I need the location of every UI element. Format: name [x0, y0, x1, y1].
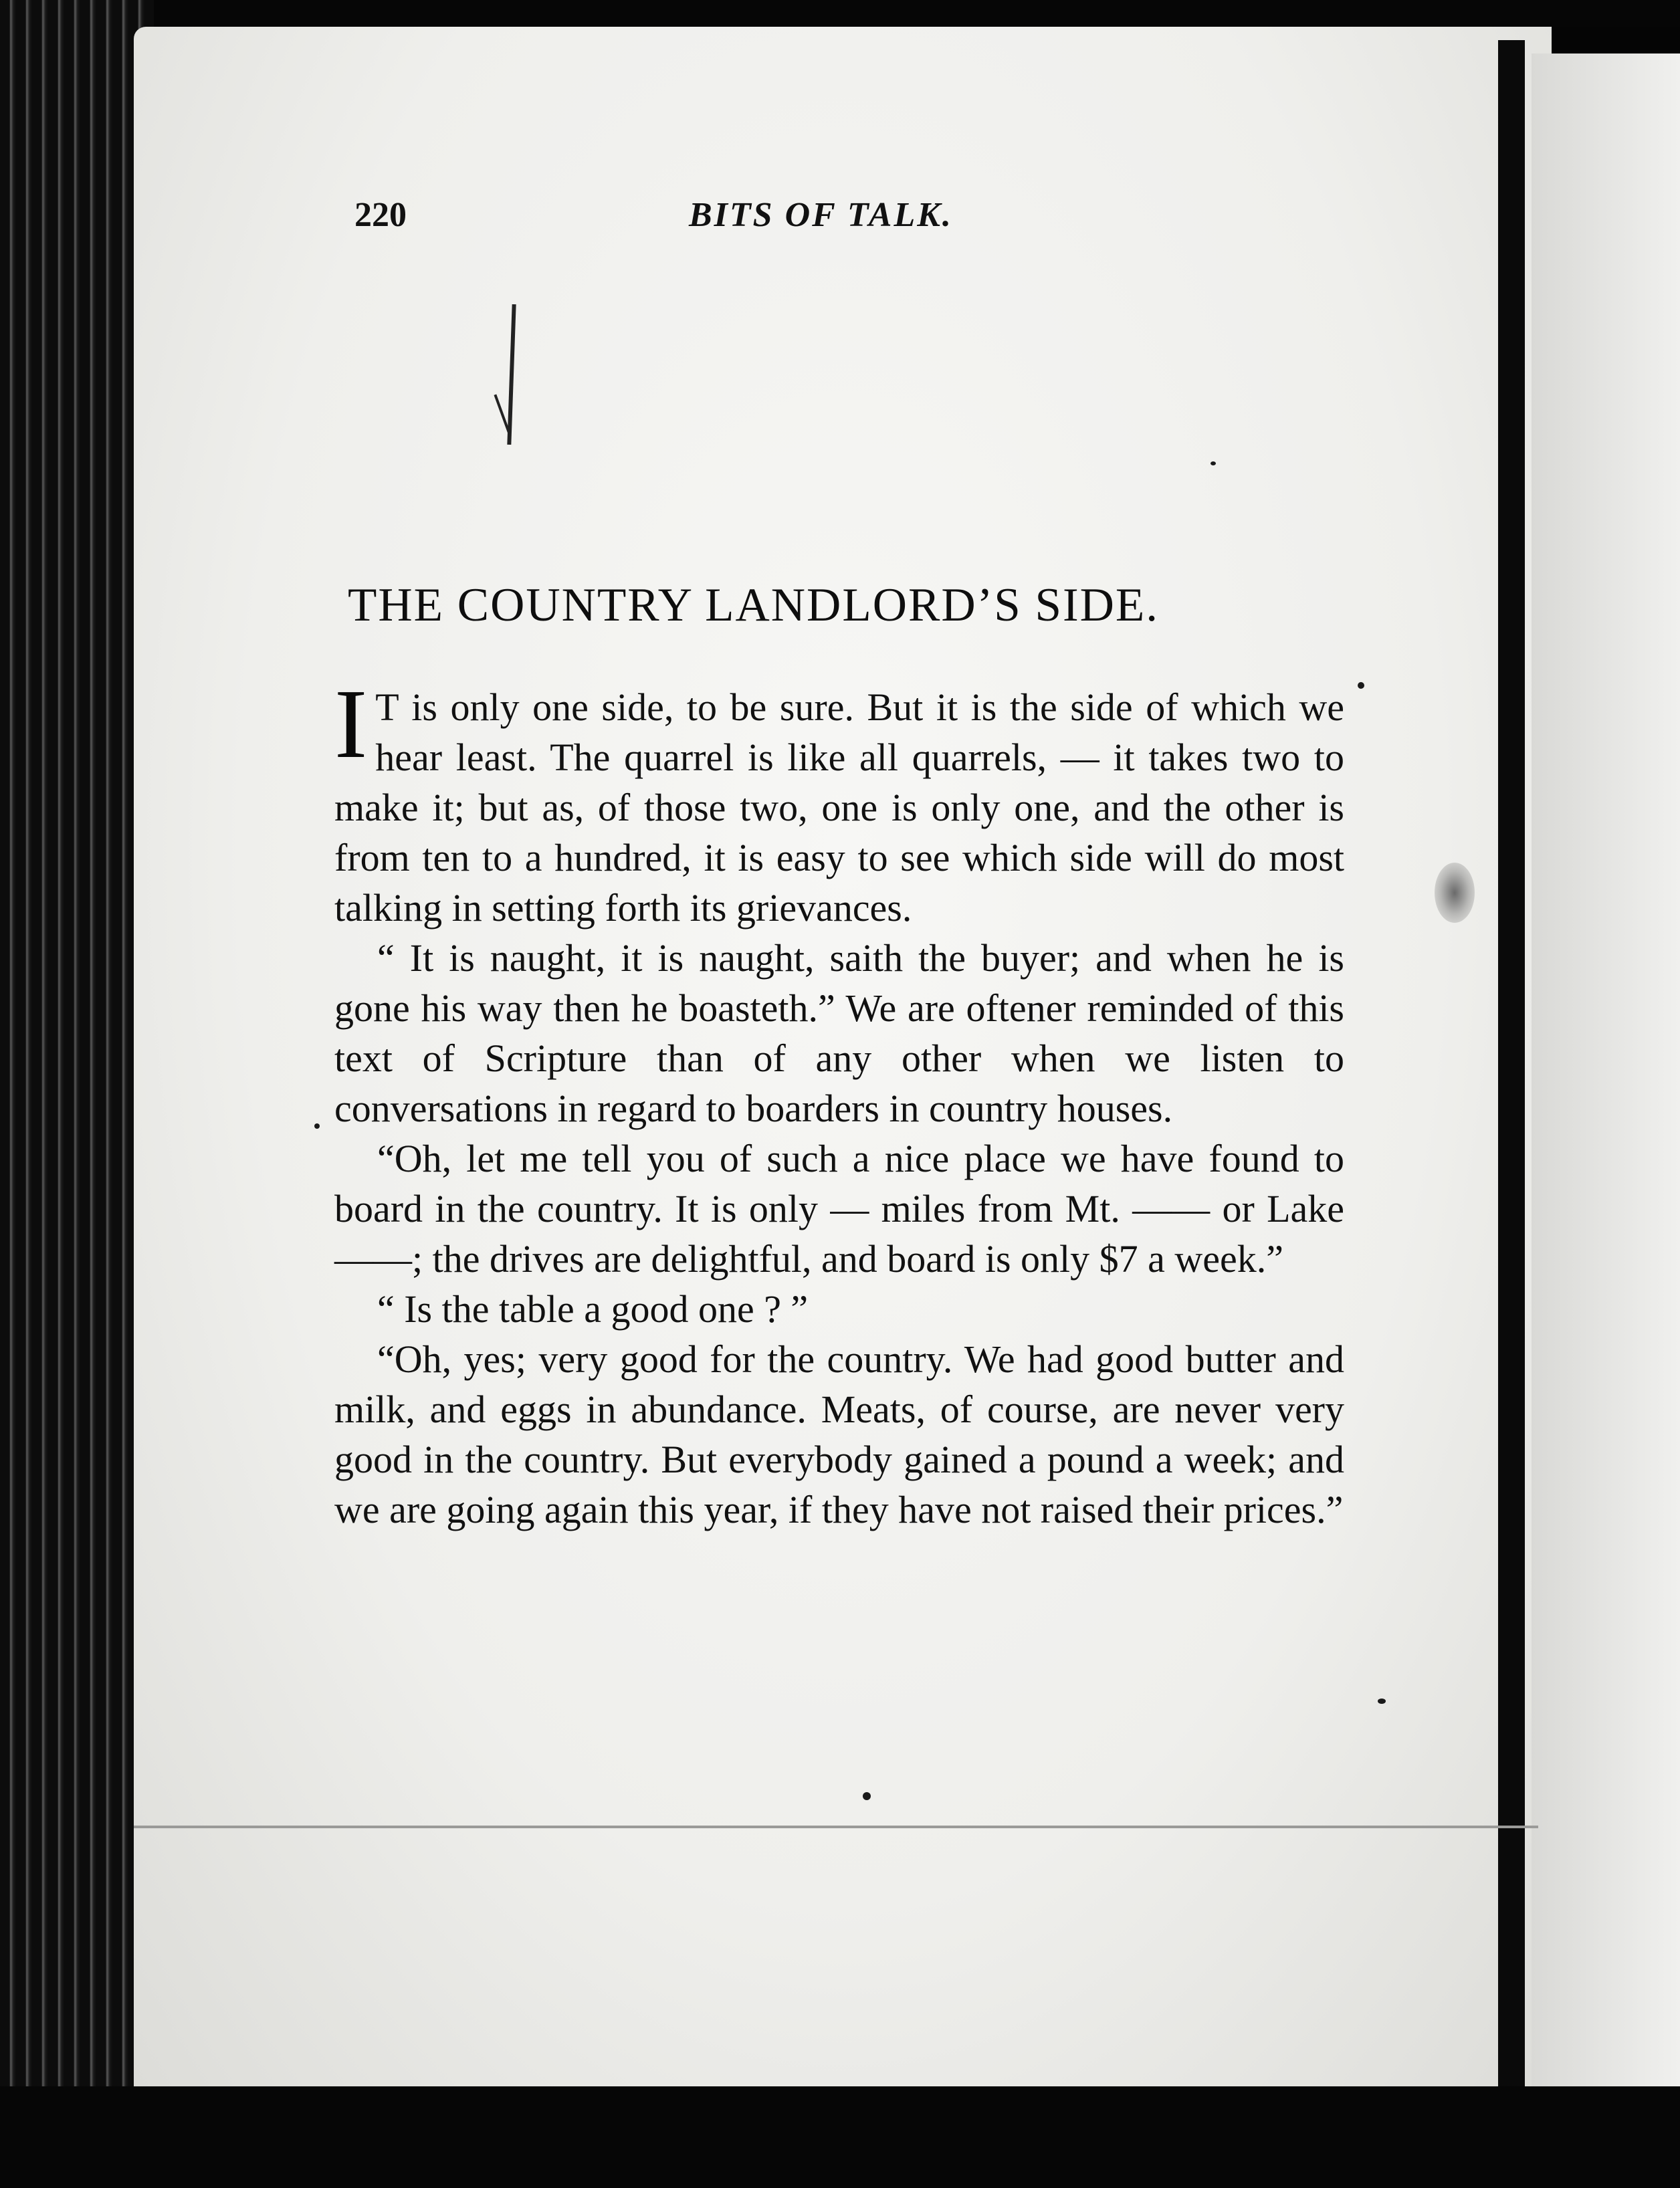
paragraph-2: “ It is naught, it is naught, saith the buyer; and when he is gone his way then he boasteth.” We are oftener reminded of this text of Scripture than of any other when we listen to conversations in regard to boarders in country houses.: [334, 936, 1344, 1130]
chapter-title: THE COUNTRY LANDLORD’S SIDE.: [348, 579, 1160, 631]
dust-speck: [1358, 682, 1364, 689]
dust-speck: [1211, 461, 1216, 465]
scan-border-top: [0, 0, 1680, 27]
book-gutter: [1498, 40, 1525, 2113]
running-head: [354, 195, 1384, 249]
dust-speck: [1378, 1699, 1386, 1704]
facing-page-edge: [1532, 53, 1680, 2093]
dust-speck: [863, 1792, 871, 1800]
paragraph-1-text: T is only one side, to be sure. But it is the side of which we hear least. The quarrel is like all quarrels, — it takes two to make it; but as, of those two, one is only one, and the other is from ten to a hundred, it is easy to see which side will do most talking in setting forth its grievances.: [334, 685, 1344, 929]
dust-speck: [314, 1123, 320, 1129]
paragraph-1: [334, 669, 1344, 933]
page-crease: [134, 1826, 1538, 1828]
page-number: 220: [354, 196, 407, 234]
drop-cap: I: [334, 669, 368, 779]
scan-border-bottom: [0, 2086, 1680, 2188]
ink-smudge: [1435, 863, 1475, 923]
running-title: BITS OF TALK.: [689, 196, 953, 234]
body-text: [334, 669, 1344, 1535]
paragraph-3: “Oh, let me tell you of such a nice place we have found to board in the country. It is only — miles from Mt. —— or Lake ——; the drives are delightful, and board is only $7 a week.”: [334, 1137, 1344, 1281]
page-edges: [0, 0, 154, 2188]
paragraph-5: “Oh, yes; very good for the country. We had good butter and milk, and eggs in abundance. Meats, of course, are never very good in the country. But everybody gained a pound a week; and we are going again this year, if they have not raised their prices.”: [334, 1337, 1344, 1531]
paragraph-4: “ Is the table a good one ? ”: [377, 1287, 809, 1331]
